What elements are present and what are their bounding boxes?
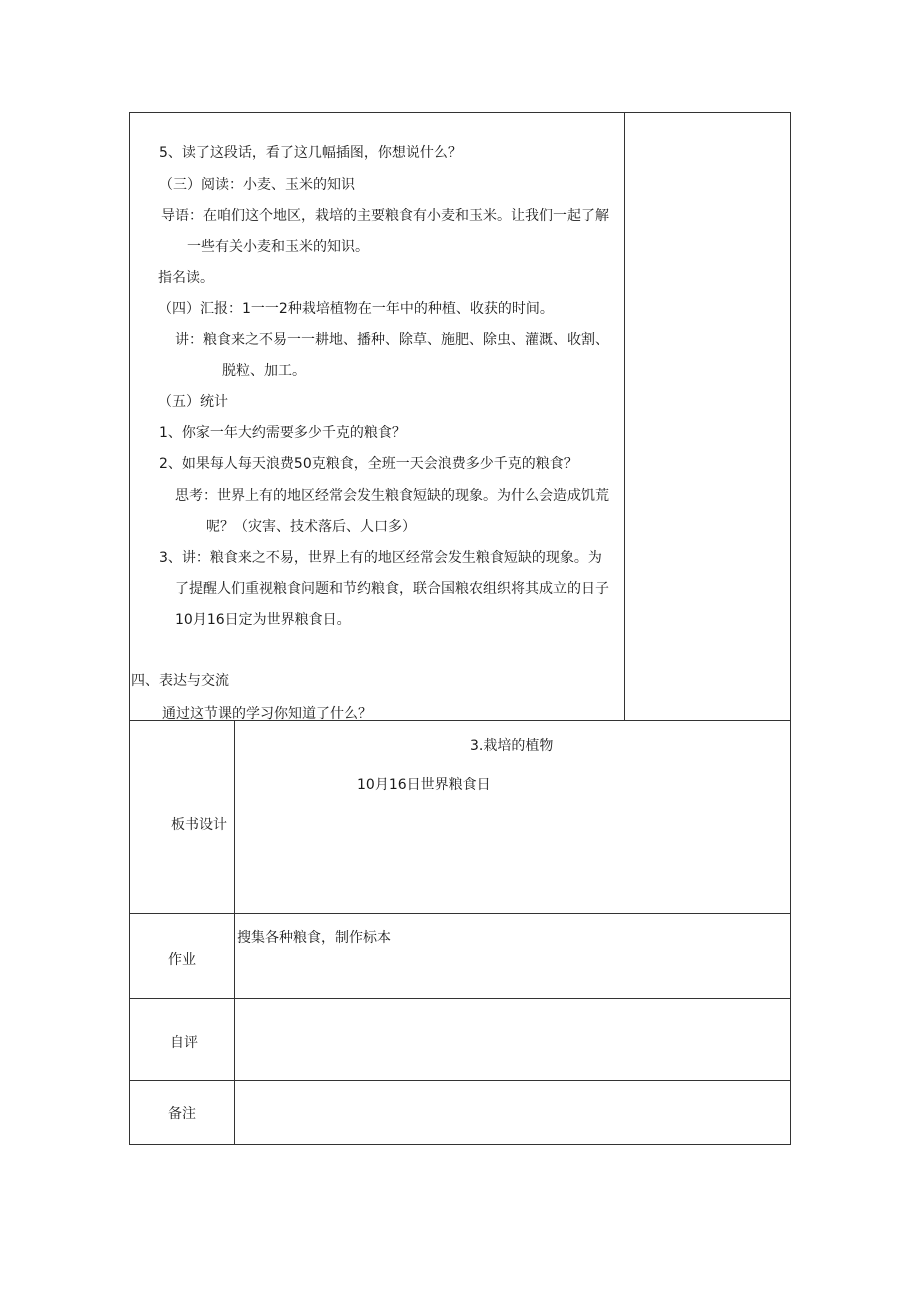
blackboard-title: 3.栽培的植物 [470, 738, 554, 754]
label-column-divider [234, 720, 235, 1145]
row-divider-3 [129, 998, 791, 999]
table-top-border [129, 112, 791, 113]
lesson-line-13: 呢？（灾害、技术落后、人口多） [206, 519, 416, 535]
lesson-line-4: 一些有关小麦和玉米的知识。 [187, 239, 369, 255]
lesson-line-5: 指名读。 [158, 270, 214, 286]
table-right-border [790, 112, 791, 1145]
table-left-border [129, 112, 130, 1145]
lesson-line-15: 了提醒人们重视粮食问题和节约粮食，联合国粮农组织将其成立的日子 [175, 581, 609, 597]
table-bottom-border [129, 1144, 791, 1145]
row-divider-2 [129, 913, 791, 914]
blackboard-content: 10月16日世界粮食日 [357, 777, 491, 793]
lesson-line-2: （三）阅读：小麦、玉米的知识 [159, 177, 355, 193]
lesson-line-18: 通过这节课的学习你知道了什么？ [162, 706, 372, 722]
homework-content: 搜集各种粮食，制作标本 [237, 930, 391, 946]
notes-column-divider [624, 112, 625, 720]
lesson-line-7: 讲：粮食来之不易一一耕地、播种、除草、施肥、除虫、灌溉、收割、 [175, 332, 609, 348]
row-divider-4 [129, 1080, 791, 1081]
lesson-line-16: 10月16日定为世界粮食日。 [175, 612, 351, 628]
lesson-line-12: 思考：世界上有的地区经常会发生粮食短缺的现象。为什么会造成饥荒 [175, 488, 609, 504]
lesson-line-3: 导语：在咱们这个地区，栽培的主要粮食有小麦和玉米。让我们一起了解 [161, 208, 609, 224]
blackboard-label: 板书设计 [171, 817, 227, 833]
lesson-line-9: （五）统计 [158, 394, 228, 410]
self-eval-label: 自评 [170, 1035, 198, 1051]
lesson-line-8: 脱粒、加工。 [222, 363, 306, 379]
lesson-line-14: 3、讲：粮食来之不易，世界上有的地区经常会发生粮食短缺的现象。为 [159, 550, 602, 566]
lesson-line-11: 2、如果每人每天浪费50克粮食，全班一天会浪费多少千克的粮食？ [159, 456, 578, 472]
lesson-line-17: 四、表达与交流 [131, 673, 229, 689]
lesson-line-6: （四）汇报：1一一2种栽培植物在一年中的种植、收获的时间。 [158, 301, 554, 317]
lesson-line-1: 5、读了这段话，看了这几幅插图，你想说什么？ [159, 145, 462, 161]
lesson-line-10: 1、你家一年大约需要多少千克的粮食？ [159, 425, 406, 441]
remarks-label: 备注 [168, 1106, 196, 1122]
homework-label: 作业 [168, 952, 196, 968]
